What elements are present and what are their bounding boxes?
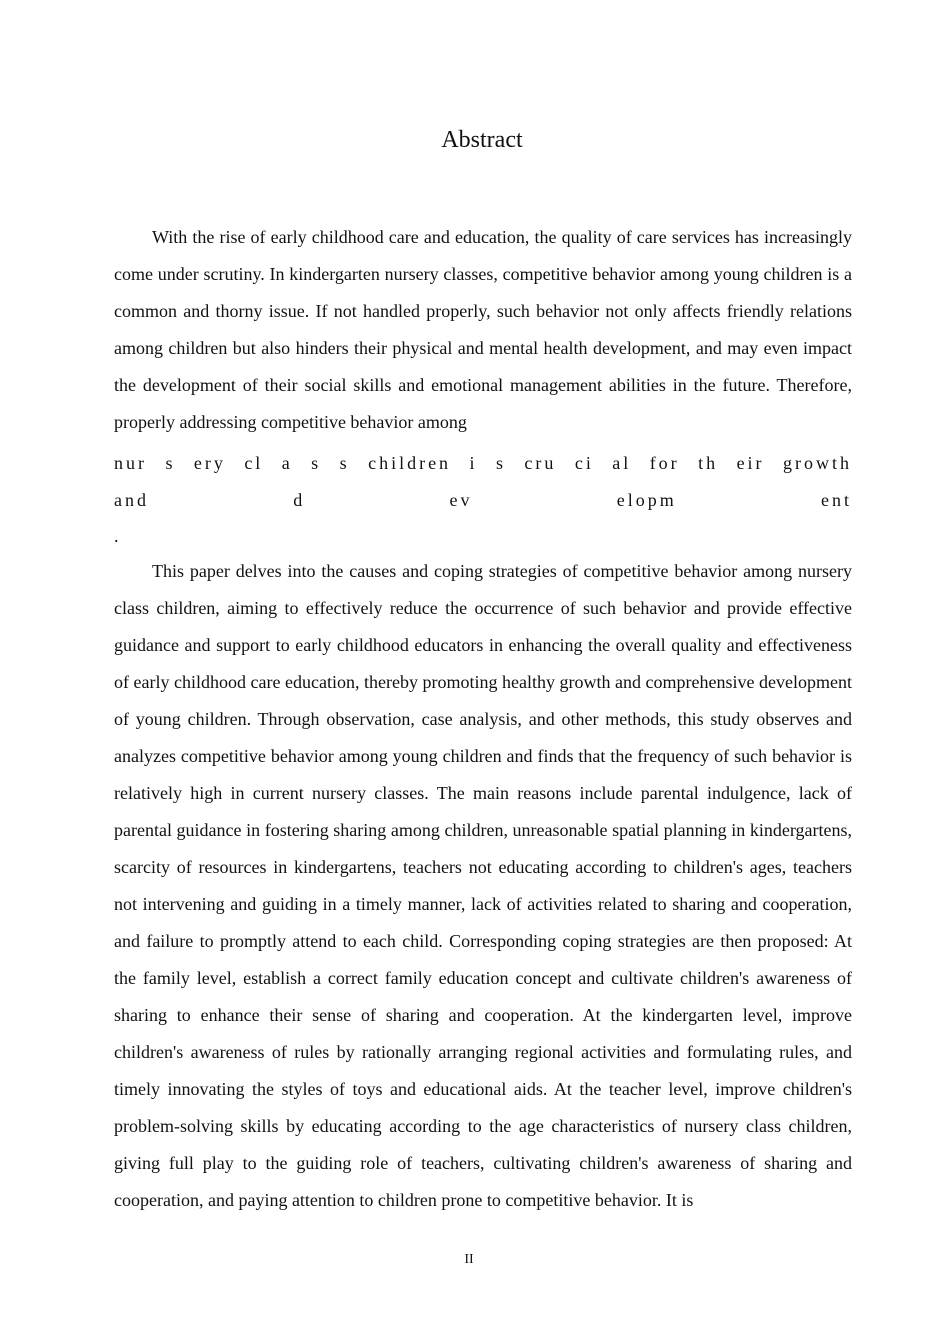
abstract-title: Abstract [441, 127, 523, 153]
paragraph-1: With the rise of early childhood care and education, the quality of care services has increasingly come under scrutiny. In kindergarten nursery classes, competitive behavior among young children is a common and thorny issue. If not handled properly, such behavior not only affects friendly relations among children but also hinders their physical and mental health development, and may even impact the development of their social skills and emotional management abilities in the future. Therefore, properly addressing competitive behavior among [114, 227, 852, 432]
abstract-body [114, 219, 852, 1219]
paragraph-1-tail: nur s ery cl a s s children i s cru ci al for th eir growth and d ev elopm ent [114, 453, 852, 510]
paragraph-1-trailing-period: . [114, 526, 119, 546]
page-number: II [464, 1252, 474, 1267]
paragraph-2: This paper delves into the causes and coping strategies of competitive behavior among nursery class children, aiming to effectively reduce the occurrence of such behavior and provide effective guidance and support to early childhood educators in enhancing the overall quality and effectiveness of early childhood care education, thereby promoting healthy growth and comprehensive development of young children. Through observation, case analysis, and other methods, this study observes and analyzes competitive behavior among young children and finds that the frequency of such behavior is relatively high in current nursery classes. The main reasons include parental indulgence, lack of parental guidance in fostering sharing among children, unreasonable spatial planning in kindergartens, scarcity of resources in kindergartens, teachers not educating according to children's ages, teachers not intervening and guiding in a timely manner, lack of activities related to sharing and cooperation, and failure to promptly attend to each child. Corresponding coping strategies are then proposed: At the family level, establish a correct family education concept and cultivate children's awareness of sharing to enhance their sense of sharing and cooperation. At the kindergarten level, improve children's awareness of rules by rationally arranging regional activities and formulating rules, and timely innovating the styles of toys and educational aids. At the teacher level, improve children's problem-solving skills by educating according to the age characteristics of nursery class children, giving full play to the guiding role of teachers, cultivating children's awareness of sharing and cooperation, and paying attention to children prone to competitive behavior. It is [114, 561, 852, 1210]
